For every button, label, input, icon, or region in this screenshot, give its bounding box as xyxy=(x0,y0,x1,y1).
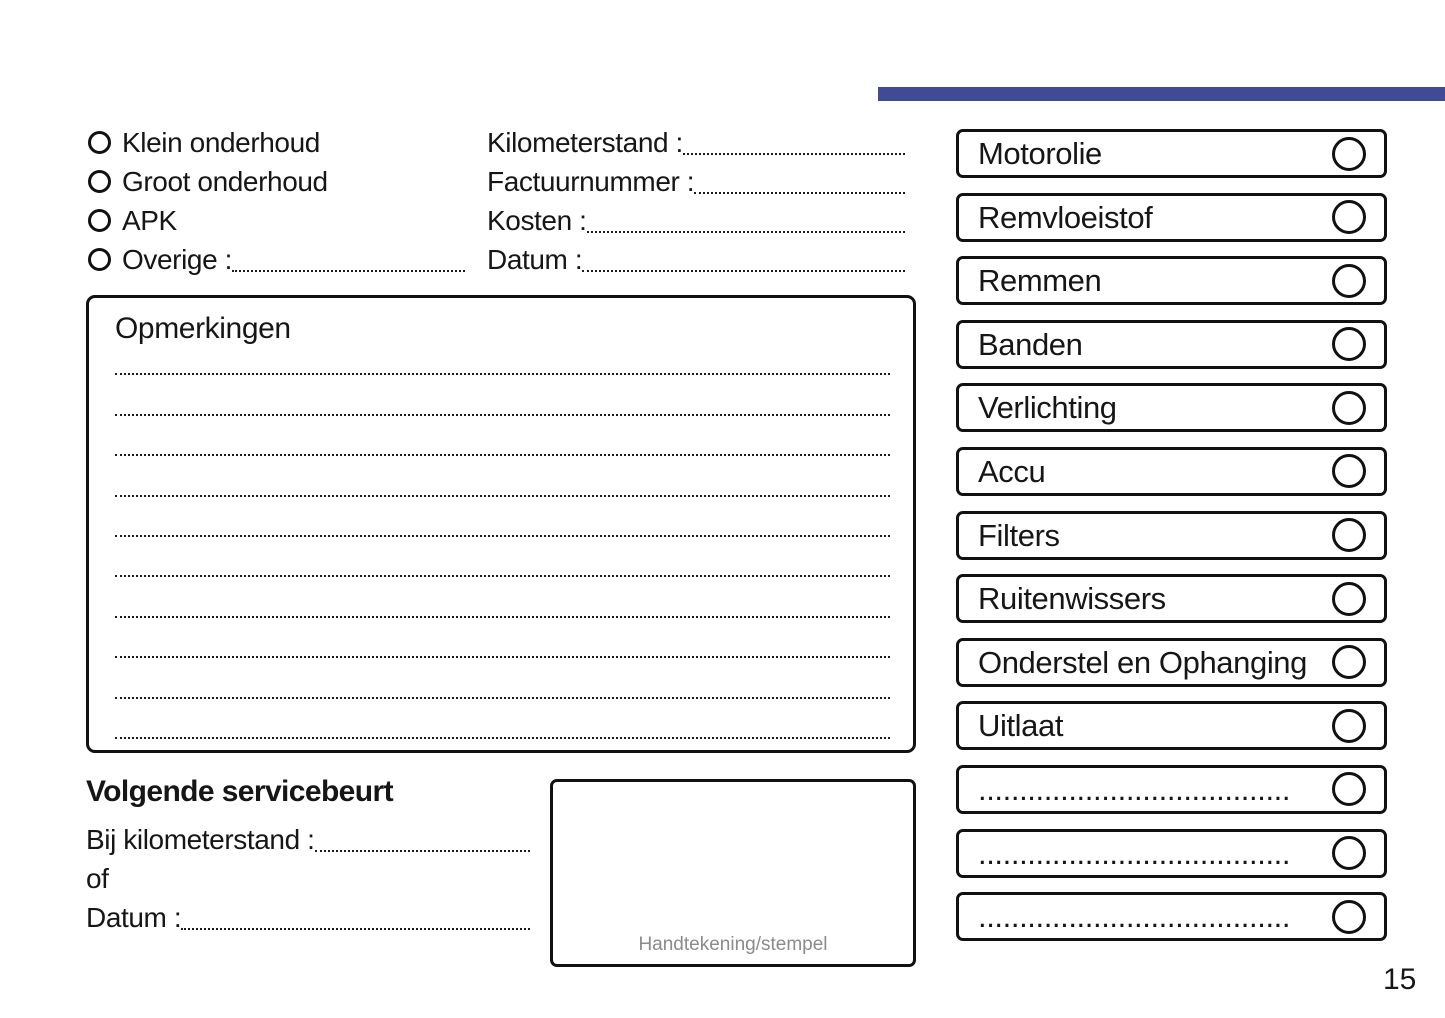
kosten-fill-line[interactable] xyxy=(587,231,905,233)
radio-circle-apk[interactable] xyxy=(88,209,111,232)
checklist-item-label: Ruitenwissers xyxy=(978,581,1166,617)
field-label-kosten: Kosten : xyxy=(487,204,587,236)
next-service-km-fill-line[interactable] xyxy=(315,850,530,852)
checklist-item-label: Onderstel en Ophanging xyxy=(978,644,1307,680)
checklist-item-blank-2 xyxy=(956,829,1387,878)
remarks-line[interactable] xyxy=(115,497,890,537)
field-row xyxy=(487,162,905,201)
signature-box[interactable] xyxy=(550,779,916,967)
checklist-item-remvloeistof xyxy=(956,193,1387,242)
checklist-item-label: Remmen xyxy=(978,263,1102,299)
check-circle[interactable] xyxy=(1332,454,1366,488)
next-service-date-row xyxy=(86,898,530,937)
service-type-label: Groot onderhoud xyxy=(122,165,328,197)
check-circle[interactable] xyxy=(1332,709,1366,743)
checklist-item-ruitenwissers xyxy=(956,574,1387,623)
field-label-kilometerstand: Kilometerstand : xyxy=(487,126,683,158)
check-circle[interactable] xyxy=(1332,836,1366,870)
field-row xyxy=(487,201,905,240)
signature-caption: Handtekening/stempel xyxy=(638,934,828,955)
checklist-item-remmen xyxy=(956,256,1387,305)
remarks-lines xyxy=(115,335,890,739)
remarks-line[interactable] xyxy=(115,537,890,577)
check-circle[interactable] xyxy=(1332,391,1366,425)
next-service-date-fill-line[interactable] xyxy=(181,928,530,930)
check-circle[interactable] xyxy=(1332,582,1366,616)
service-type-group xyxy=(88,123,468,279)
checklist-item-label: Verlichting xyxy=(978,390,1117,426)
checklist-item-label: Uitlaat xyxy=(978,708,1064,744)
check-circle[interactable] xyxy=(1332,264,1366,298)
service-type-label: APK xyxy=(122,204,177,236)
service-type-label: Klein onderhoud xyxy=(122,126,320,158)
field-row xyxy=(487,240,905,279)
service-type-row xyxy=(88,123,468,162)
radio-circle-klein-onderhoud[interactable] xyxy=(88,131,111,154)
next-service-date-label: Datum : xyxy=(86,901,182,933)
service-type-row xyxy=(88,162,468,201)
accent-bar xyxy=(878,87,1445,101)
checklist-item-label: Banden xyxy=(978,326,1083,362)
datum-fill-line[interactable] xyxy=(582,270,905,272)
check-circle[interactable] xyxy=(1332,200,1366,234)
invoice-fields xyxy=(487,123,905,279)
field-row xyxy=(487,123,905,162)
remarks-line[interactable] xyxy=(115,335,890,375)
checklist-item-label: Accu xyxy=(978,453,1046,489)
check-circle[interactable] xyxy=(1332,645,1366,679)
remarks-line[interactable] xyxy=(115,577,890,617)
remarks-line[interactable] xyxy=(115,416,890,456)
checklist-item-label: Remvloeistof xyxy=(978,199,1153,235)
checklist-item-banden xyxy=(956,320,1387,369)
checklist-item-fill-line[interactable]: ...................................... xyxy=(978,835,1291,871)
check-circle[interactable] xyxy=(1332,518,1366,552)
remarks-line[interactable] xyxy=(115,456,890,496)
checklist-item-filters xyxy=(956,511,1387,560)
field-label-factuurnummer: Factuurnummer : xyxy=(487,165,695,197)
checklist-item-motorolie xyxy=(956,129,1387,178)
checklist-item-blank-1 xyxy=(956,765,1387,814)
next-service-or-label: of xyxy=(86,862,109,894)
checklist xyxy=(956,129,1387,956)
remarks-line[interactable] xyxy=(115,618,890,658)
remarks-line[interactable] xyxy=(115,699,890,739)
check-circle[interactable] xyxy=(1332,327,1366,361)
service-type-label: Overige : xyxy=(122,243,232,275)
checklist-item-onderstel-en-ophanging xyxy=(956,638,1387,687)
checklist-item-fill-line[interactable]: ...................................... xyxy=(978,771,1291,807)
check-circle[interactable] xyxy=(1332,137,1366,171)
remarks-box xyxy=(86,295,916,753)
service-type-row xyxy=(88,201,468,240)
factuurnummer-fill-line[interactable] xyxy=(694,192,905,194)
remarks-line[interactable] xyxy=(115,658,890,698)
check-circle[interactable] xyxy=(1332,772,1366,806)
radio-circle-groot-onderhoud[interactable] xyxy=(88,170,111,193)
radio-circle-overige[interactable] xyxy=(88,248,111,271)
service-type-row xyxy=(88,240,468,279)
next-service-km-row xyxy=(86,820,530,859)
checklist-item-label: Motorolie xyxy=(978,136,1102,171)
field-label-datum: Datum : xyxy=(487,243,583,275)
checklist-item-verlichting xyxy=(956,383,1387,432)
next-service-or-row xyxy=(86,859,530,898)
remarks-line[interactable] xyxy=(115,375,890,415)
page-number: 15 xyxy=(1383,963,1417,996)
checklist-item-fill-line[interactable]: ...................................... xyxy=(978,899,1291,935)
overige-fill-line[interactable] xyxy=(232,270,465,272)
kilometerstand-fill-line[interactable] xyxy=(683,153,905,155)
checklist-item-label: Filters xyxy=(978,517,1060,553)
check-circle[interactable] xyxy=(1332,900,1366,934)
checklist-item-blank-3 xyxy=(956,892,1387,941)
next-service-section xyxy=(86,772,530,937)
next-service-title: Volgende servicebeurt xyxy=(86,775,393,808)
checklist-item-uitlaat xyxy=(956,701,1387,750)
next-service-km-label: Bij kilometerstand : xyxy=(86,823,315,855)
checklist-item-accu xyxy=(956,447,1387,496)
remarks-title: Opmerkingen xyxy=(115,312,291,345)
